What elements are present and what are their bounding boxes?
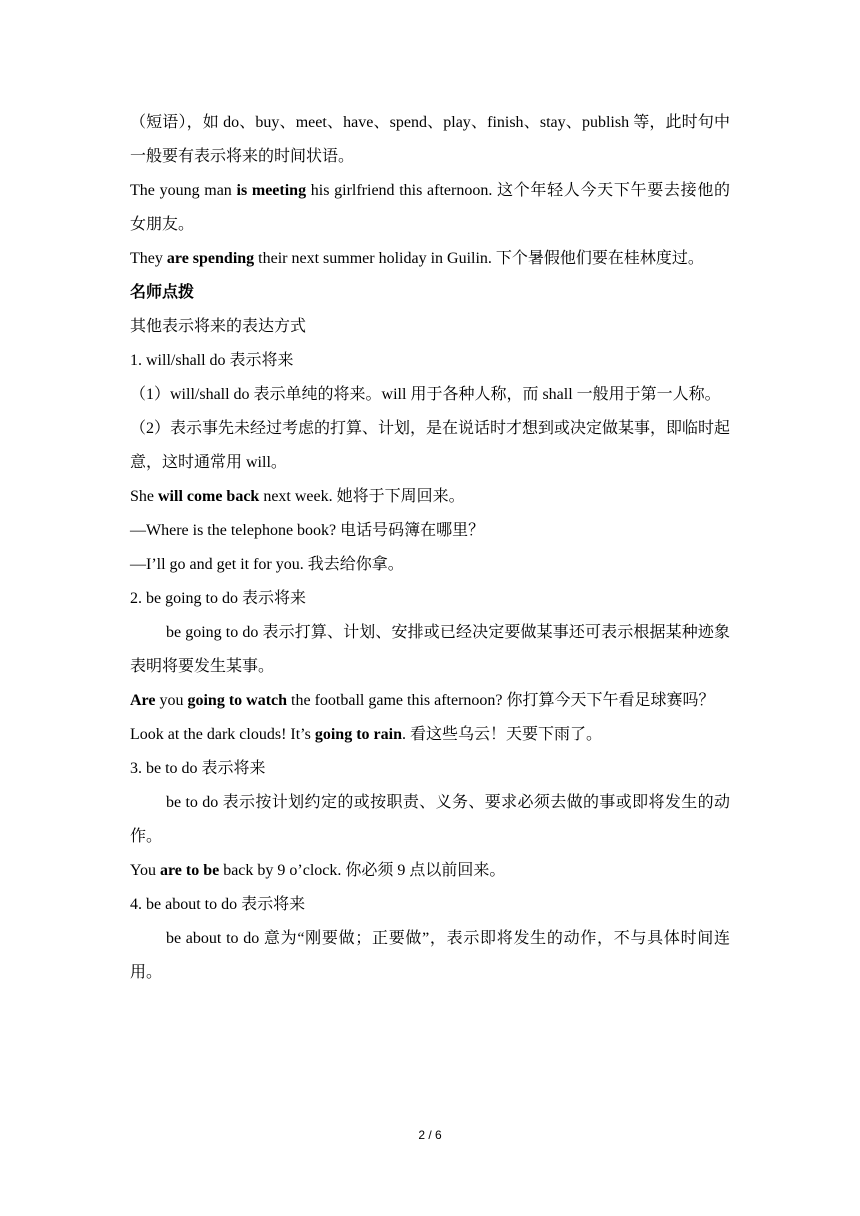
document-body [130,106,730,990]
paragraph [130,106,730,174]
text-segment: 2. be going to do 表示将来 [130,590,306,607]
text-segment: You [130,862,160,879]
text-segment: the football game this afternoon? 你打算今天下午看足球赛吗？ [287,692,715,709]
paragraph [130,922,730,990]
paragraph [130,412,730,480]
paragraph [130,684,730,718]
bold-text: are to be [159,862,220,879]
paragraph [130,174,730,242]
text-segment: his girlfriend this afternoon. 这个年轻人今天下午要去接他的女朋友。 [130,182,731,233]
paragraph [130,718,730,752]
paragraph [130,344,730,378]
paragraph [130,480,730,514]
paragraph [130,310,730,344]
text-segment: be going to do 表示打算、计划、安排或已经决定要做某事还可表示根据某种迹象表明将要发生某事。 [130,624,730,675]
paragraph [130,616,730,684]
text-segment: back by 9 o’clock. 你必须 9 点以前回来。 [219,862,506,879]
text-segment: The young man [130,182,237,199]
paragraph [130,378,730,412]
text-segment: （2）表示事先未经过考虑的打算、计划，是在说话时才想到或决定做某事，即临时起意，这时通常用 will。 [130,420,731,471]
text-segment: 1. will/shall do 表示将来 [130,352,294,369]
text-segment: （1）will/shall do 表示单纯的将来。will 用于各种人称，而 shall 一般用于第一人称。 [130,386,721,403]
bold-text: is meeting [236,182,307,199]
paragraph [130,514,730,548]
text-segment: next week. 她将于下周回来。 [259,488,465,505]
bold-text: are spending [166,250,255,267]
text-segment: Look at the dark clouds! It’s [130,726,315,743]
text-segment: She [130,488,158,505]
bold-text: going to watch [187,692,288,709]
text-segment: 4. be about to do 表示将来 [130,896,306,913]
text-segment: They [130,250,167,267]
text-segment: 3. be to do 表示将来 [130,760,266,777]
bold-text: going to rain [314,726,402,743]
text-segment: . 看这些乌云！天要下雨了。 [401,726,602,743]
text-segment: （短语），如 do、buy、meet、have、spend、play、finish、stay、publish 等，此时句中一般要有表示将来的时间状语。 [130,114,730,165]
paragraph [130,582,730,616]
bold-text: will come back [158,488,260,505]
text-segment: be to do 表示按计划约定的或按职责、义务、要求必须去做的事或即将发生的动作。 [130,794,730,845]
text-segment: their next summer holiday in Guilin. 下个暑假他们要在桂林度过。 [254,250,704,267]
bold-text: 名师点拨 [130,284,195,301]
paragraph [130,888,730,922]
text-segment: —Where is the telephone book? 电话号码簿在哪里？ [130,522,485,539]
paragraph [130,752,730,786]
bold-text: Are [130,692,156,709]
text-segment: you [155,692,188,709]
paragraph [130,786,730,854]
paragraph [130,854,730,888]
page-number: 2 / 6 [418,1128,442,1142]
text-segment: —I’ll go and get it for you. 我去给你拿。 [130,556,404,573]
paragraph [130,548,730,582]
paragraph [130,242,730,276]
text-segment: be about to do 意为“刚要做；正要做”，表示即将发生的动作，不与具体时间连用。 [130,930,730,981]
paragraph [130,276,730,310]
text-segment: 其他表示将来的表达方式 [130,318,307,335]
